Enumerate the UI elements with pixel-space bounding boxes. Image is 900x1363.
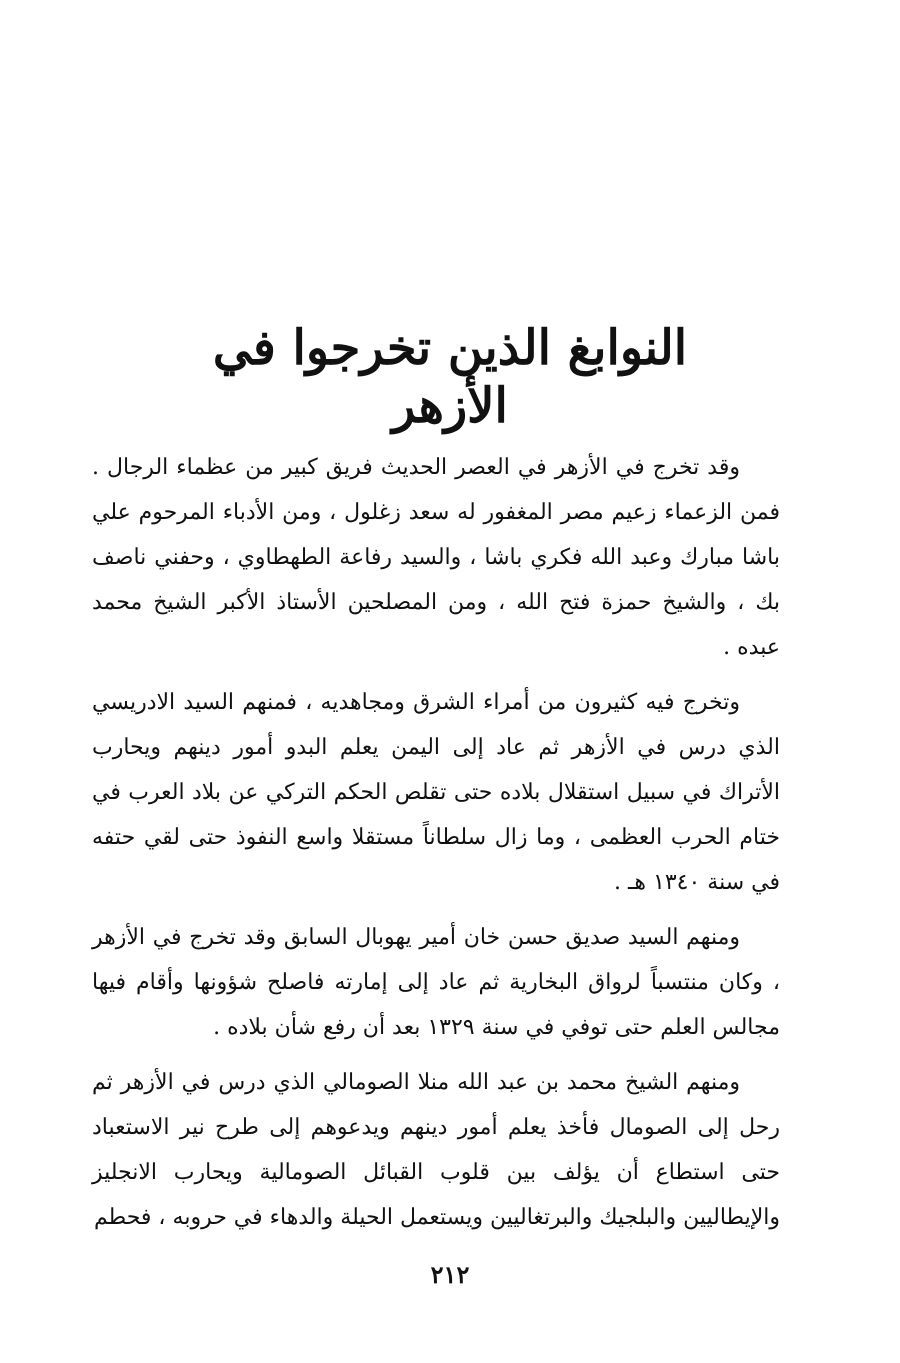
paragraph-2: وتخرج فيه كثيرون من أمراء الشرق ومجاهديه ، فمنهم السيد الادريسي الذي درس في الأزهر ثم عاد إلى اليمن يعلم البدو أمور دينهم ويحارب الأتراك في سبيل استقلال بلاده حتى تقلص الحكم التركي عن بلاد العرب في ختام الحرب العظمى ، وما زال سلطاناً مستقلا واسع النفوذ حتى لقي حتفه في سنة ١٣٤٠ هـ . xyxy=(92,690,780,895)
body-text xyxy=(92,445,780,1240)
chapter-title: النوابغ الذين تخرجوا في الأزهر xyxy=(212,320,688,434)
paragraph-4: ومنهم الشيخ محمد بن عبد الله منلا الصومالي الذي درس في الأزهر ثم رحل إلى الصومال فأخذ يعلم أمور دينهم ويدعوهم إلى طرح نير الاستعباد حتى استطاع أن يؤلف بين قلوب القبائل الصومالية ويحارب الانجليز والإيطاليين والبلجيك والبرتغاليين ويستعمل الحيلة والدهاء في حروبه ، فحطم xyxy=(92,1070,780,1230)
paragraph-1: وقد تخرج في الأزهر في العصر الحديث فريق كبير من عظماء الرجال . فمن الزعماء زعيم مصر المغفور له سعد زغلول ، ومن الأدباء المرحوم علي باشا مبارك وعبد الله فكري باشا ، والسيد رفاعة الطهطاوي ، وحفني ناصف بك ، والشيخ حمزة فتح الله ، ومن المصلحين الأستاذ الأكبر الشيخ محمد عبده . xyxy=(92,455,780,660)
paragraph-3: ومنهم السيد صديق حسن خان أمير يهوبال السابق وقد تخرج في الأزهر ، وكان منتسباً لرواق البخارية ثم عاد إلى إمارته فاصلح شؤونها وأقام فيها مجالس العلم حتى توفي في سنة ١٣٢٩ بعد أن رفع شأن بلاده . xyxy=(92,925,780,1040)
page-number: ٢١٢ xyxy=(430,1260,470,1289)
